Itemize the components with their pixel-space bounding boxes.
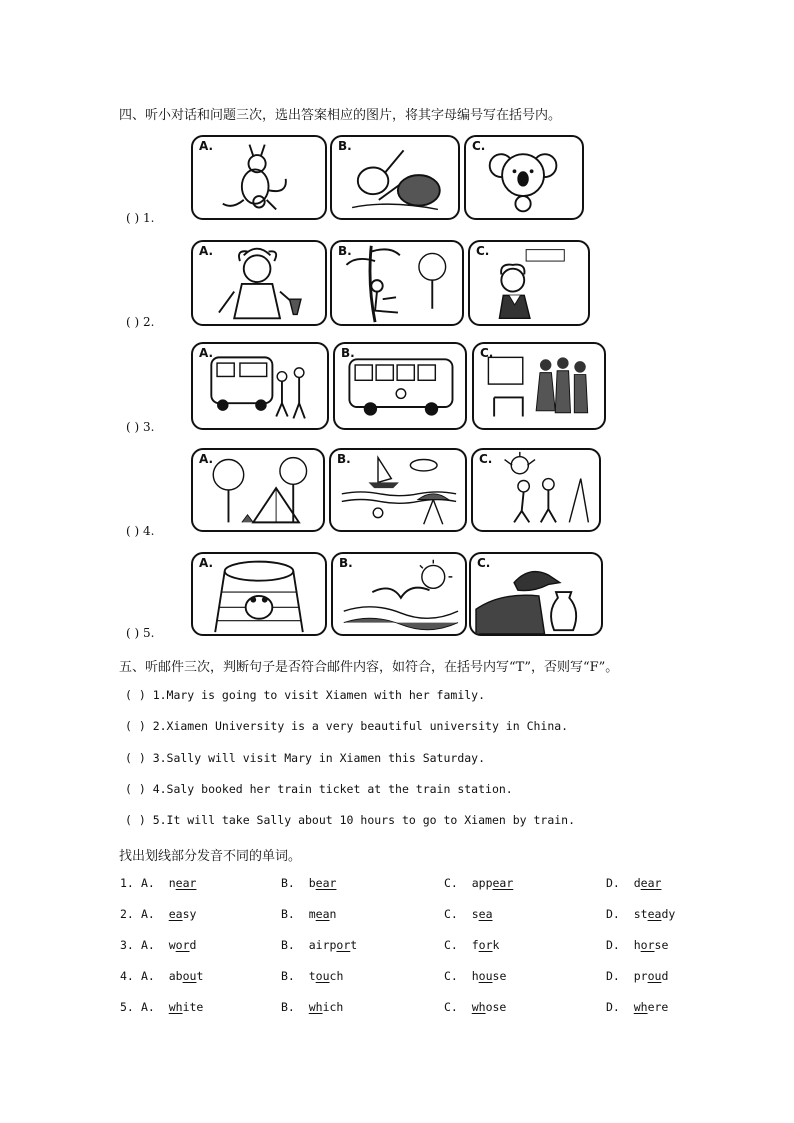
school-bus-icon	[335, 344, 465, 428]
underlined-letters: ea	[315, 907, 330, 921]
pron-option[interactable]	[606, 1000, 668, 1014]
pron-option-letter: A.	[141, 907, 155, 921]
option-letter: B.	[338, 244, 352, 258]
pron-option[interactable]	[444, 938, 499, 952]
word-part: ich	[322, 1000, 344, 1014]
option-2b[interactable]	[330, 240, 464, 326]
answer-blank-3[interactable]: ( ) 3.	[126, 420, 155, 434]
answer-blank-1[interactable]: ( ) 1.	[126, 211, 155, 225]
answer-blank-4[interactable]: ( ) 4.	[126, 524, 155, 538]
word-part: ch	[329, 969, 344, 983]
pron-option[interactable]	[281, 907, 336, 921]
option-letter: A.	[199, 346, 214, 360]
word-part: h	[633, 938, 641, 952]
pron-option-letter: D.	[606, 1000, 620, 1014]
kiwi-birds-icon	[332, 137, 458, 218]
pron-option[interactable]	[444, 969, 506, 983]
pron-option-letter: A.	[141, 969, 155, 983]
pron-option[interactable]	[141, 1000, 203, 1014]
option-4a[interactable]	[191, 448, 325, 532]
word-part: sy	[182, 907, 197, 921]
pron-option-letter: C.	[444, 907, 458, 921]
word-part: f	[471, 938, 479, 952]
tf-item-2: ( ) 2.Xiamen University is a very beautiful university in China.	[125, 719, 569, 733]
section5-heading: 五、听邮件三次，判断句子是否符合邮件内容，如符合，在括号内写“T”，否则写“F”。	[119, 660, 619, 675]
pron-option-letter: C.	[444, 969, 458, 983]
answer-blank-5[interactable]: ( ) 5.	[126, 626, 155, 640]
option-letter: A.	[199, 244, 214, 258]
word-part: st	[633, 907, 648, 921]
word-part: h	[471, 969, 479, 983]
word-part: pr	[633, 969, 648, 983]
word-part: airp	[308, 938, 337, 952]
pron-option-letter: B.	[281, 969, 295, 983]
pron-option[interactable]	[444, 1000, 506, 1014]
pron-option-letter: D.	[606, 876, 620, 890]
underlined-letters: wh	[308, 1000, 323, 1014]
section6-heading: 找出划线部分发音不同的单词。	[119, 849, 302, 864]
bus-people-icon	[193, 344, 327, 428]
underlined-letters: ear	[640, 876, 662, 890]
pron-row-number: 3.	[120, 938, 134, 952]
word-part: app	[471, 876, 493, 890]
pron-option[interactable]	[281, 969, 343, 983]
pron-option[interactable]	[606, 938, 668, 952]
pron-row-number: 2.	[120, 907, 134, 921]
word-part: ite	[182, 1000, 204, 1014]
tf-item-3: ( ) 3.Sally will visit Mary in Xiamen this Saturday.	[125, 751, 486, 765]
option-letter: B.	[341, 346, 355, 360]
option-letter: B.	[337, 452, 351, 466]
pron-option-letter: B.	[281, 938, 295, 952]
pron-option[interactable]	[444, 876, 513, 890]
kangaroo-icon	[193, 137, 325, 218]
word-part: t	[350, 938, 358, 952]
underlined-letters: ea	[478, 907, 493, 921]
tf-item-4: ( ) 4.Saly booked her train ticket at the train station.	[125, 782, 513, 796]
option-2a[interactable]	[191, 240, 327, 326]
underlined-letters: or	[478, 938, 493, 952]
underlined-letters: ea	[647, 907, 662, 921]
word-part: n	[329, 907, 337, 921]
option-letter: A.	[199, 139, 214, 153]
frog-in-well-icon	[193, 554, 325, 634]
option-1b[interactable]	[330, 135, 460, 220]
underlined-letters: ea	[168, 907, 183, 921]
option-2c[interactable]	[468, 240, 590, 326]
pron-option-letter: A.	[141, 938, 155, 952]
underlined-letters: wh	[633, 1000, 648, 1014]
underlined-letters: ear	[175, 876, 197, 890]
pron-option[interactable]	[444, 907, 493, 921]
pron-row-number: 5.	[120, 1000, 134, 1014]
option-1a[interactable]	[191, 135, 327, 220]
option-4b[interactable]	[329, 448, 467, 532]
word-part: b	[308, 876, 316, 890]
mozart-icon	[470, 242, 588, 324]
underlined-letters: ear	[492, 876, 514, 890]
pron-option-letter: A.	[141, 1000, 155, 1014]
word-part: ab	[168, 969, 183, 983]
tf-item-5: ( ) 5.It will take Sally about 10 hours to go to Xiamen by train.	[125, 813, 576, 827]
camping-tent-icon	[193, 450, 323, 530]
pron-option-letter: D.	[606, 969, 620, 983]
option-5c[interactable]	[469, 552, 603, 636]
underlined-letters: ear	[315, 876, 337, 890]
option-3a[interactable]	[191, 342, 329, 430]
pron-option[interactable]	[606, 969, 668, 983]
word-part: w	[168, 938, 176, 952]
reading-under-tree-icon	[332, 242, 462, 324]
option-letter: C.	[479, 452, 493, 466]
word-part: d	[189, 938, 197, 952]
word-part: s	[471, 907, 479, 921]
option-4c[interactable]	[471, 448, 601, 532]
word-part: dy	[661, 907, 676, 921]
option-1c[interactable]	[464, 135, 584, 220]
pron-option[interactable]	[141, 969, 203, 983]
crow-and-pitcher-icon	[471, 554, 601, 634]
word-part: se	[654, 938, 669, 952]
option-letter: C.	[476, 244, 490, 258]
pron-option[interactable]	[606, 907, 675, 921]
option-letter: C.	[477, 556, 491, 570]
pron-option[interactable]	[141, 876, 196, 890]
pron-option-letter: B.	[281, 876, 295, 890]
word-part: ose	[485, 1000, 507, 1014]
option-letter: A.	[199, 452, 214, 466]
option-letter: C.	[472, 139, 486, 153]
word-part: k	[492, 938, 500, 952]
option-5a[interactable]	[191, 552, 327, 636]
option-letter: A.	[199, 556, 214, 570]
train-passengers-icon	[474, 344, 604, 428]
word-part: ere	[647, 1000, 669, 1014]
underlined-letters: or	[336, 938, 351, 952]
pron-option-letter: B.	[281, 1000, 295, 1014]
word-part: n	[168, 876, 176, 890]
option-letter: B.	[339, 556, 353, 570]
word-part: d	[633, 876, 641, 890]
pron-option[interactable]	[281, 1000, 343, 1014]
pron-option-letter: A.	[141, 876, 155, 890]
word-part: se	[492, 969, 507, 983]
option-letter: C.	[480, 346, 494, 360]
underlined-letters: ou	[182, 969, 197, 983]
word-part: m	[308, 907, 316, 921]
pron-option[interactable]	[141, 907, 196, 921]
option-letter: B.	[338, 139, 352, 153]
option-5b[interactable]	[331, 552, 467, 636]
pron-option[interactable]	[606, 876, 661, 890]
scientist-icon	[193, 242, 325, 324]
underlined-letters: wh	[168, 1000, 183, 1014]
underlined-letters: or	[175, 938, 190, 952]
option-3b[interactable]	[333, 342, 467, 430]
word-part: d	[661, 969, 669, 983]
pron-option[interactable]	[281, 938, 357, 952]
pron-option-letter: C.	[444, 876, 458, 890]
pron-option-letter: D.	[606, 938, 620, 952]
underlined-letters: wh	[471, 1000, 486, 1014]
bird-at-sunset-icon	[333, 554, 465, 634]
pron-row-number: 4.	[120, 969, 134, 983]
koala-icon	[466, 137, 582, 218]
tf-item-1: ( ) 1.Mary is going to visit Xiamen with her family.	[125, 688, 486, 702]
word-part: t	[308, 969, 316, 983]
underlined-letters: or	[640, 938, 655, 952]
hiking-icon	[473, 450, 599, 530]
pron-option[interactable]	[281, 876, 336, 890]
answer-blank-2[interactable]: ( ) 2.	[126, 315, 155, 329]
pron-row-number: 1.	[120, 876, 134, 890]
pron-option-letter: D.	[606, 907, 620, 921]
beach-icon	[331, 450, 465, 530]
pron-option[interactable]	[141, 938, 196, 952]
underlined-letters: ou	[315, 969, 330, 983]
pron-option-letter: B.	[281, 907, 295, 921]
option-3c[interactable]	[472, 342, 606, 430]
pron-option-letter: C.	[444, 1000, 458, 1014]
underlined-letters: ou	[478, 969, 493, 983]
underlined-letters: ou	[647, 969, 662, 983]
pron-option-letter: C.	[444, 938, 458, 952]
word-part: t	[196, 969, 204, 983]
section4-heading: 四、听小对话和问题三次，选出答案相应的图片，将其字母编号写在括号内。	[119, 108, 562, 123]
